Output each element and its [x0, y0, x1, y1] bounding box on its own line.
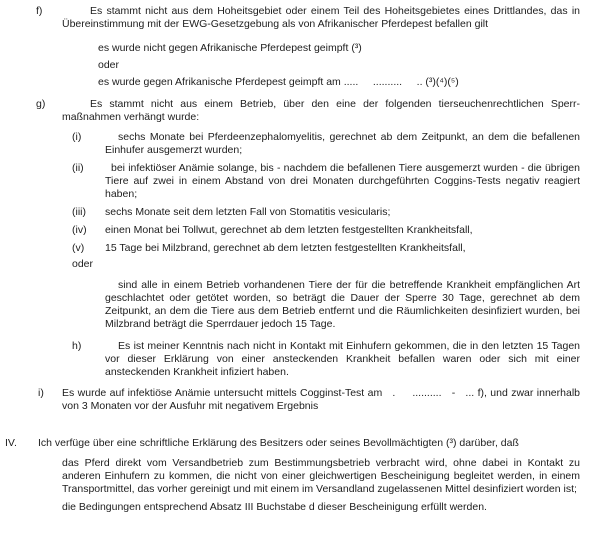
clause-conditions: die Bedingungen entsprechend Absatz III Buchstabe d dieser Bescheinigung erfüllt werden. — [62, 501, 487, 513]
section-f-label: f) — [36, 5, 43, 17]
list-item-iv-text: einen Monat bei Tollwut, gerechnet ab dem letzten festgestellten Krankheitsfall, — [105, 224, 473, 236]
list-item-v-text: 15 Tage bei Milzbrand, gerechnet ab dem letzten festgestellten Krankheitsfall, — [105, 242, 466, 254]
clause-vaccinated-date: es wurde gegen Afrikanische Pferdepest geimpft am ..... .......... .. (³)(⁴)(⁵) — [98, 76, 459, 88]
section-i-text: Es wurde auf infektiöse Anämie untersucht mittels Cogginst-Test am . .......... - ... f), und zwar innerhalb von 3 Monaten vor der Ausfuhr mit negativem Ergebnis — [62, 387, 580, 412]
list-item-v — [0, 242, 600, 255]
section-g-text: Es stammt nicht aus einem Betrieb, über den eine der folgenden tierseuchenrechtlichen Sperr-maßnahmen verhängt wurde: — [62, 98, 580, 123]
list-item-iv-label: (iv) — [72, 224, 87, 236]
section-h-label: h) — [72, 340, 82, 352]
section-i-label: i) — [38, 387, 44, 399]
list-item-iii — [0, 206, 600, 219]
or-connector-g: oder — [72, 258, 94, 270]
section-iv-label: IV. — [5, 437, 17, 449]
list-item-i — [0, 131, 600, 157]
section-h — [0, 340, 600, 379]
section-g-label: g) — [36, 98, 46, 110]
clause-transport: das Pferd direkt vom Versandbetrieb zum Bestimmungsbetrieb verbracht wird, ohne dabei in Kontakt zu anderen Einhufern zu kommen, die nicht von einer gleichwertigen Bescheinigung begleitet werden, in einem Transportmittel, das vorher gereinigt und mit einem im Versandland zugelassenen Mittel desinfiziert worden ist; — [62, 457, 580, 495]
list-item-iii-label: (iii) — [72, 206, 86, 218]
section-f-text: Es stammt nicht aus dem Hoheitsgebiet oder einem Teil des Hoheitsgebietes eines Drittlandes, das in Übereinstimmung mit der EWG-Gesetzgebung als von Afrikanischer Pferdepest befallen gilt — [62, 5, 580, 30]
list-item-v-label: (v) — [72, 242, 85, 254]
section-f — [0, 5, 600, 31]
section-g — [0, 98, 600, 124]
or-connector-f: oder — [98, 59, 120, 71]
section-iv — [0, 437, 600, 450]
section-iv-text: Ich verfüge über eine schriftliche Erklärung des Besitzers oder seines Bevollmächtigten (³) darüber, daß — [38, 437, 519, 449]
section-h-text: Es ist meiner Kenntnis nach nicht in Kontakt mit Einhufern gekommen, die in den letzten 15 Tagen vor dieser Erklärung von einer ansteckenden Krankheit befallen waren oder sich mit einer ansteckenden Krankheit infiziert haben. — [105, 340, 580, 378]
list-item-ii-text: bei infektiöser Anämie solange, bis - nachdem die befallenen Tiere ausgemerzt wurden - die übrigen Tiere auf zwei in einem Abstand von drei Monaten durchgeführten Coggins-Tests negativ reagiert haben; — [105, 162, 580, 200]
clause-not-vaccinated: es wurde nicht gegen Afrikanische Pferdepest geimpft (³) — [98, 42, 362, 54]
list-item-iv — [0, 224, 600, 237]
list-item-i-label: (i) — [72, 131, 82, 143]
list-item-iii-text: sechs Monate seit dem letzten Fall von Stomatitis vesicularis; — [105, 206, 391, 218]
section-i — [0, 387, 600, 413]
list-item-ii-label: (ii) — [72, 162, 84, 174]
list-item-i-text: sechs Monate bei Pferdeenzephalomyelitis, gerechnet ab dem Zeitpunkt, an dem die befallenen Einhufer ausgemerzt wurden; — [105, 131, 580, 156]
list-item-ii — [0, 162, 600, 201]
clause-slaughter: sind alle in einem Betrieb vorhandenen Tiere der für die betreffende Krankheit empfänglichen Art geschlachtet oder getötet worden, so beträgt die Dauer der Sperre 30 Tage, gerechnet ab dem Zeitpunkt, an dem die Tiere aus dem Betrieb entfernt und die Räumlichkeiten desinfiziert wurden, bei Milzbrand beträgt die Sperrdauer jedoch 15 Tage. — [105, 279, 580, 330]
